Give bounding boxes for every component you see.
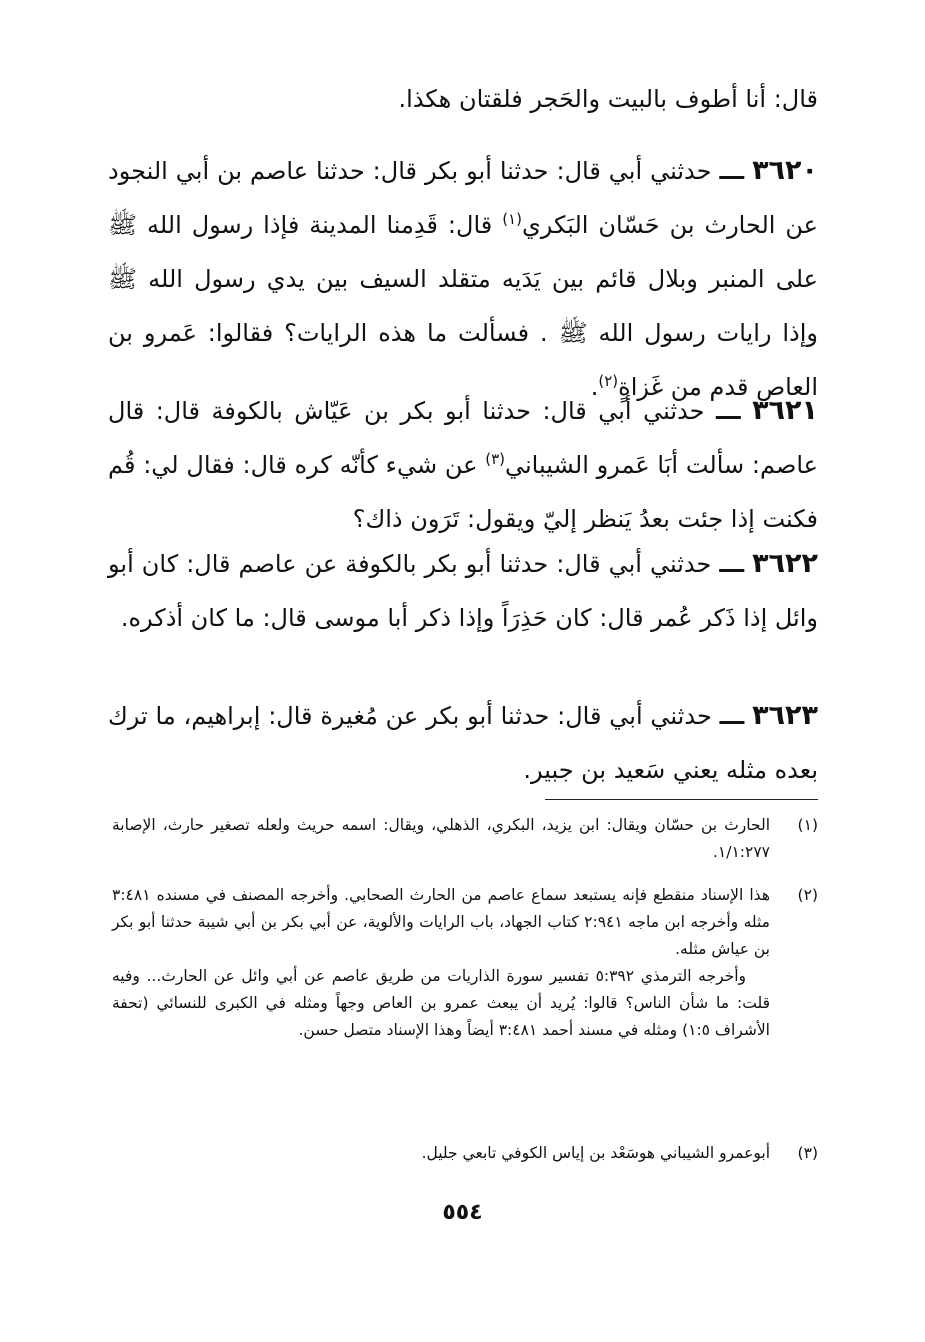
footnote-3 xyxy=(112,1140,818,1167)
footnote-text: أبوعمرو الشيباني هوسَعْد بن إياس الكوفي تابعي جليل. xyxy=(421,1144,770,1162)
footnote-separator xyxy=(545,799,818,800)
hadith-dash: ـــ xyxy=(719,550,745,578)
hadith-text: حدثني أبي قال: حدثنا أبو بكر قال: حدثنا عاصم بن أبي النجود عن الحارث بن حَسّان البَكري xyxy=(108,157,818,239)
hadith-dash: ـــ xyxy=(715,397,741,425)
footnote-marker: (٣) xyxy=(485,450,505,468)
footnote-text-2: وأخرجه الترمذي ٥:٣٩٢ تفسير سورة الذاريات من طريق عاصم عن أبي وائل عن الحارث... وفيه قلت: ما شأن الناس؟ قالوا: يُريد أن يبعث عمرو بن العاص وجهاً ومثله في الكبرى للنسائي (تحفة الأشراف ١:٥) ومثله في مسند أحمد ٣:٤٨١ أيضاً وهذا الإسناد متصل حسن. xyxy=(112,967,770,1039)
footnote-text: هذا الإسناد منقطع فإنه يستبعد سماع عاصم من الحارث الصحابي. وأخرجه المصنف في مسنده ٣:٤٨١ مثله وأخرجه ابن ماجه ٢:٩٤١ كتاب الجهاد، باب الرايات والألوية، عن أبي بكر بن أبي شيبة حدثنا أبو بكر بن عياش مثله. xyxy=(112,886,770,958)
hadith-number: ٣٦٢٣ xyxy=(752,700,818,731)
footnote-2 xyxy=(112,882,818,1044)
footnote-number: (٢) xyxy=(797,886,818,904)
page-number: ٥٥٤ xyxy=(442,1200,483,1225)
hadith-text-cont: قال: قَدِمنا المدينة فإذا رسول الله ﷺ على المنبر وبلال قائم بين يَدَيه متقلد السيف بين يدي رسول الله ﷺ وإذا رايات رسول الله ﷺ . فسألت ما هذه الرايات؟ فقالوا: عَمرو بن العاص قدم من غَزاةٍ xyxy=(108,211,818,401)
hadith-text: حدثني أبي قال: حدثنا أبو بكر بن عَيّاش بالكوفة قال: قال عاصم: سألت أبَا عَمرو الشيباني xyxy=(108,397,818,479)
hadith-number: ٣٦٢٢ xyxy=(752,548,818,579)
hadith-dash: ـــ xyxy=(719,157,745,185)
footnote-marker: (٢) xyxy=(598,372,619,390)
hadith-text-cont: عن شيء كأنّه كره قال: فقال لي: قُم فكنت إذا جئت بعدُ يَنظر إليّ ويقول: تَرَون ذاك؟ xyxy=(108,451,818,533)
hadith-text: حدثني أبي قال: حدثنا أبو بكر بالكوفة عن عاصم قال: كان أبو وائل إذا ذَكر عُمر قال: كان حَذِرَاً وإذا ذكر أبا موسى قال: ما كان أذكره. xyxy=(108,550,818,632)
hadith-text: حدثني أبي قال: حدثنا أبو بكر عن مُغيرة قال: إبراهيم، ما ترك بعده مثله يعني سَعيد بن جبير. xyxy=(108,702,818,784)
hadith-3621 xyxy=(108,384,818,546)
hadith-dash: ـــ xyxy=(719,702,745,730)
hadith-3622 xyxy=(108,537,818,645)
hadith-text-end: . xyxy=(590,373,599,401)
hadith-number: ٣٦٢٠ xyxy=(752,155,818,186)
hadith-3620 xyxy=(108,144,818,414)
footnote-number: (٣) xyxy=(797,1144,818,1162)
footnote-marker: (١) xyxy=(502,210,522,228)
footnote-text: الحارث بن حسّان ويقال: ابن يزيد، البكري، الذهلي، ويقال: اسمه حريث ولعله تصغير حارث، الإصابة ١/١:٢٧٧. xyxy=(112,816,770,861)
hadith-number: ٣٦٢١ xyxy=(752,395,818,426)
opening-line: قال: أنا أطوف بالبيت والحَجر فلقتان هكذا. xyxy=(398,85,818,113)
hadith-3623 xyxy=(108,689,818,797)
footnote-1 xyxy=(112,812,818,866)
footnote-number: (١) xyxy=(797,816,818,834)
